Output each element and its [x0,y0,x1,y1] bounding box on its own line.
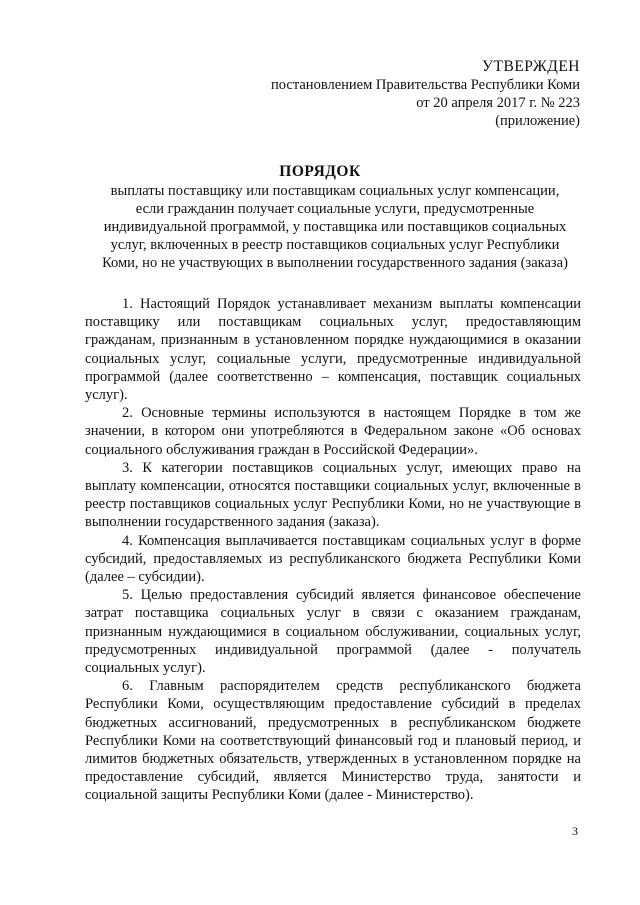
document-subtitle [95,182,575,272]
paragraph-3: 3. К категории поставщиков социальных услуг, имеющих право на выплату компенсации, относятся поставщики социальных услуг, включенные в реестр поставщиков социальных услуг Республики Коми, но не участвующие в выполнении государственного задания (заказа). [85,459,581,531]
approval-heading: УТВЕРЖДЕН [482,58,580,75]
paragraph-2: 2. Основные термины используются в настоящем Порядке в том же значении, в котором они употребляются в Федеральном законе «Об основах социального обслуживания граждан в Российской Федерации». [85,405,581,458]
approval-block [271,58,580,130]
approval-line-appendix: (приложение) [495,113,580,129]
approval-line-date: от 20 апреля 2017 г. № 223 [416,95,580,111]
document-body [85,295,581,805]
document-title: ПОРЯДОК [279,163,361,180]
subtitle-line: услуг, включенных в реестр поставщиков социальных услуг Республики [110,237,560,253]
paragraph-5: 5. Целью предоставления субсидий является финансовое обеспечение затрат поставщика социальных услуг в связи с оказанием гражданам, признанным нуждающимися в социальном обслуживании, социальных услуг, предусмотренных индивидуальной программой (далее - получатель социальных услуг). [85,587,581,677]
subtitle-line: если гражданин получает социальные услуги, предусмотренные [135,201,535,217]
approval-line-resolution: постановлением Правительства Республики Коми [271,77,580,93]
subtitle-line: Коми, но не участвующих в выполнении государственного задания (заказа) [102,255,568,271]
subtitle-line: выплаты поставщику или поставщикам социальных услуг компенсации, [110,183,560,199]
paragraph-6: 6. Главным распорядителем средств республиканского бюджета Республики Коми, осуществляющим предоставление субсидий в пределах бюджетных ассигнований, предусмотренных в республиканском бюджете Республики Коми на соответствующий финансовый год и плановый период, и лимитов бюджетных обязательств, утвержденных в установленном порядке на предоставление субсидий, является Министерство труда, занятости и социальной защиты Республики Коми (далее - Министерство). [85,678,581,804]
page-number: 3 [572,824,578,838]
paragraph-1: 1. Настоящий Порядок устанавливает механизм выплаты компенсации поставщику или поставщикам социальных услуг, предоставляющим гражданам, признанным в установленном порядке нуждающимися в оказании социальных услуг, социальные услуги, предусмотренные индивидуальной программой (далее соответственно – компенсация, поставщик социальных услуг). [85,296,581,404]
subtitle-line: индивидуальной программой, у поставщика или поставщиков социальных [103,219,567,235]
paragraph-4: 4. Компенсация выплачивается поставщикам социальных услуг в форме субсидий, предоставляемых из республиканского бюджета Республики Коми (далее – субсидии). [85,532,581,586]
